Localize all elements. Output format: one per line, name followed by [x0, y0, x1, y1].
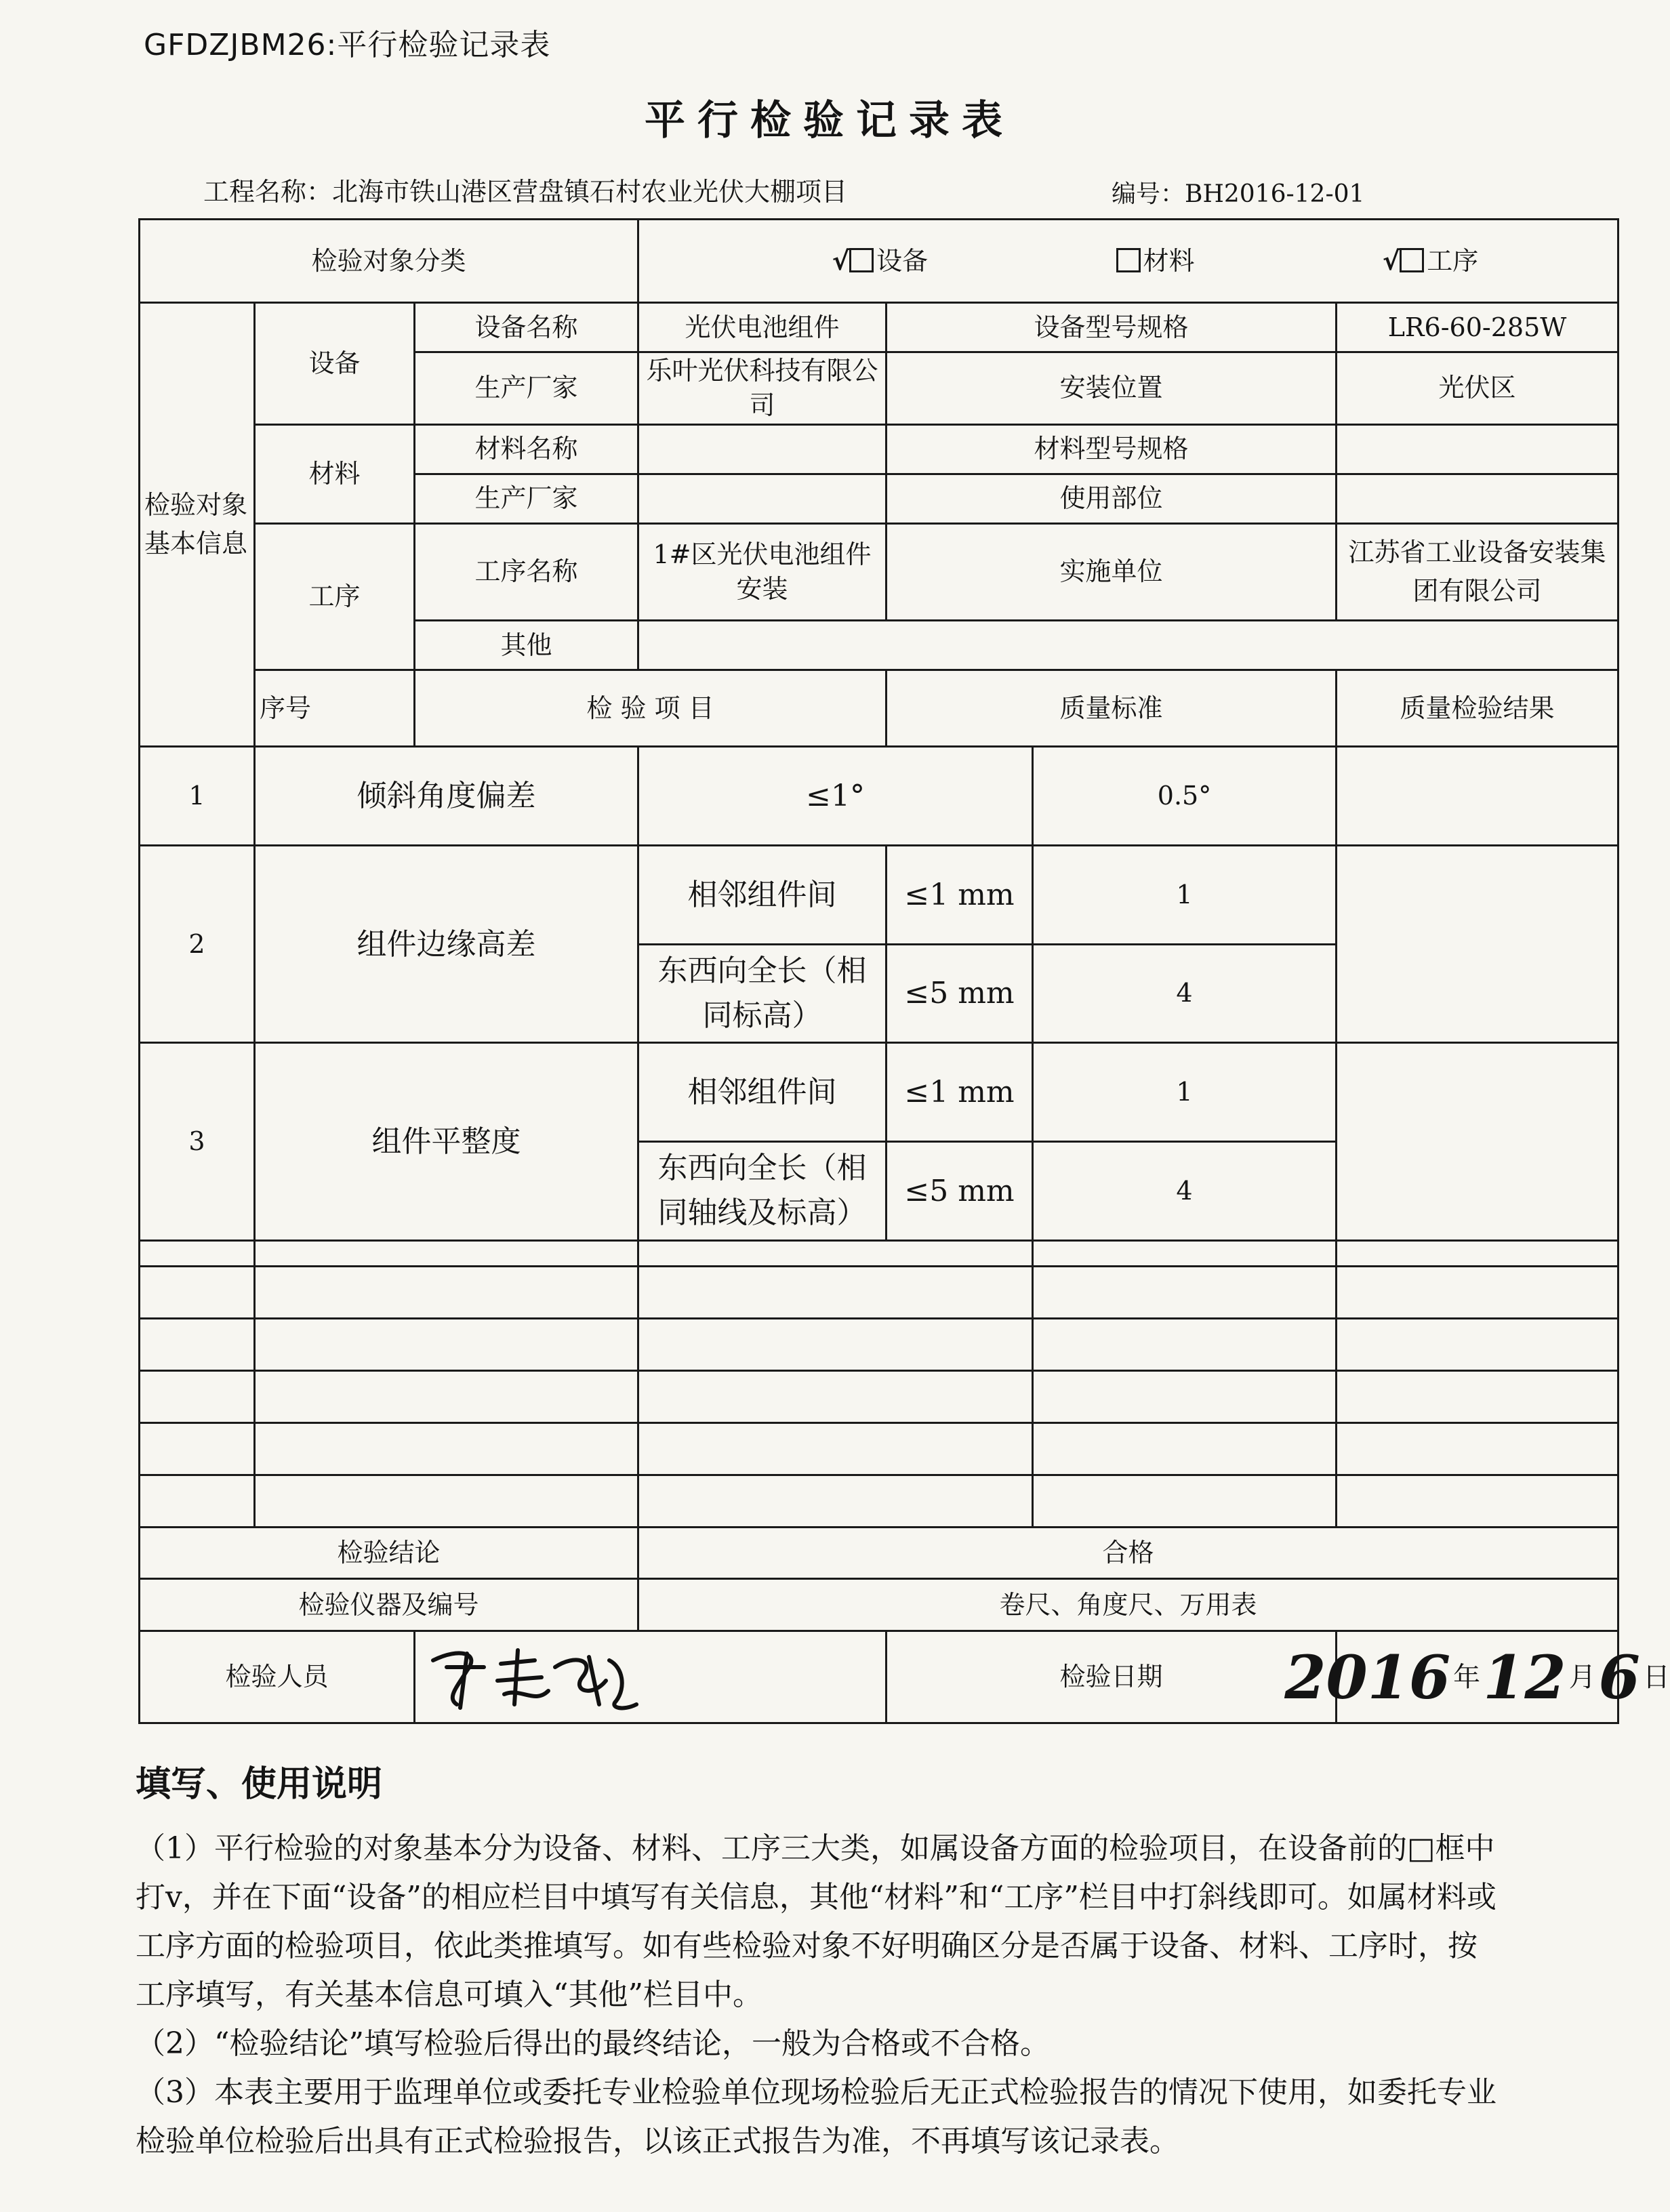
date-month-unit: 月: [1568, 1661, 1596, 1693]
material-name-label: 材料名称: [415, 425, 638, 474]
date-year: 2016: [1284, 1641, 1451, 1713]
serial-number-label: 编号：: [1112, 180, 1185, 208]
item-row-3a: [140, 1043, 1618, 1142]
inspector-label: 检验人员: [140, 1631, 415, 1723]
instrument-row: [140, 1579, 1618, 1631]
blank-row: [140, 1422, 1618, 1475]
category-option-equipment[interactable]: √ 设备: [832, 245, 929, 276]
process-name-value[interactable]: 1#区光伏电池组件安装: [638, 523, 887, 621]
equipment-group-label: 设备: [255, 303, 415, 425]
category-options: [638, 220, 1618, 303]
serial-number-value: BH2016-12-01: [1185, 180, 1365, 208]
item-sub-standard: ≤5 mm: [887, 1142, 1033, 1241]
instrument-label: 检验仪器及编号: [140, 1579, 638, 1631]
page-title: 平行检验记录表: [645, 97, 1015, 144]
blank-row: [140, 1475, 1618, 1527]
equipment-model-label: 设备型号规格: [887, 303, 1337, 352]
handwritten-signature: [420, 1640, 643, 1715]
instruction-paragraph: （3）本表主要用于监理单位或委托专业检验单位现场检验后无正式检验报告的情况下使用，如委托专业检验单位检验后出具有正式检验报告，以该正式报告为准，不再填写该记录表。: [136, 2075, 1496, 2158]
item-remark[interactable]: [1337, 846, 1618, 1043]
project-name-label: 工程名称：: [203, 177, 333, 207]
date-year-unit: 年: [1453, 1661, 1481, 1693]
conclusion-row: [140, 1527, 1618, 1579]
item-name: 组件平整度: [255, 1043, 638, 1240]
project-name-line: [203, 171, 847, 208]
category-label: 检验对象分类: [140, 220, 638, 303]
item-sub-standard: ≤1 mm: [887, 846, 1033, 945]
check-mark-icon: √: [832, 245, 850, 276]
item-result[interactable]: 1: [1033, 846, 1337, 945]
blank-row: [140, 1267, 1618, 1319]
item-seq: 1: [140, 747, 255, 846]
checkbox-icon: [849, 248, 874, 272]
item-sub-standard: ≤1 mm: [887, 1043, 1033, 1142]
item-remark[interactable]: [1337, 1043, 1618, 1240]
material-usage-label: 使用部位: [887, 474, 1337, 523]
checkbox-icon: [1116, 248, 1141, 272]
process-name-label: 工序名称: [415, 523, 638, 621]
conclusion-label: 检验结论: [140, 1527, 638, 1579]
item-sub-label: 东西向全长（相同标高）: [638, 944, 887, 1043]
items-header-row: [140, 670, 1618, 747]
item-standard: ≤1°: [638, 747, 1033, 846]
items-header-result: 质量检验结果: [1337, 670, 1618, 747]
material-model-label: 材料型号规格: [887, 425, 1337, 474]
process-other-value[interactable]: [638, 621, 1618, 670]
inspection-form-table: [138, 218, 1670, 1724]
material-name-value[interactable]: [638, 425, 887, 474]
material-usage-value[interactable]: [1337, 474, 1618, 523]
equipment-maker-label: 生产厂家: [415, 352, 638, 425]
document-code: GFDZJBM26:平行检验记录表: [144, 28, 551, 62]
equipment-row-1: [140, 303, 1618, 352]
category-option-process[interactable]: √ 工序: [1382, 245, 1479, 276]
process-other-label: 其他: [415, 621, 638, 670]
process-unit-label: 实施单位: [887, 523, 1337, 621]
item-result[interactable]: 1: [1033, 1043, 1337, 1142]
inspector-signature-cell[interactable]: [415, 1631, 887, 1723]
item-seq: 3: [140, 1043, 255, 1240]
item-sub-label: 东西向全长（相同轴线及标高）: [638, 1142, 887, 1241]
category-row: [140, 220, 1618, 303]
item-result[interactable]: 4: [1033, 944, 1337, 1043]
instruction-paragraph: （1）平行检验的对象基本分为设备、材料、工序三大类，如属设备方面的检验项目，在设备前的□框中打v，并在下面“设备”的相应栏目中填写有关信息，其他“材料”和“工序”栏目中打斜线即可。如属材料或工序方面的检验项目，依此类推填写。如有些检验对象不好明确区分是否属于设备、材料、工序时，按工序填写，有关基本信息可填入“其他”栏目中。: [136, 1831, 1496, 2012]
item-remark[interactable]: [1337, 747, 1618, 846]
process-unit-value[interactable]: 江苏省工业设备安装集团有限公司: [1337, 523, 1618, 621]
equipment-location-label: 安装位置: [887, 352, 1337, 425]
blank-row: [140, 1319, 1618, 1371]
date-day-unit: 日: [1642, 1661, 1670, 1693]
equipment-name-value[interactable]: 光伏电池组件: [638, 303, 887, 352]
item-sub-label: 相邻组件间: [638, 1043, 887, 1142]
item-sub-standard: ≤5 mm: [887, 944, 1033, 1043]
material-maker-label: 生产厂家: [415, 474, 638, 523]
date-day: 6: [1598, 1641, 1640, 1713]
equipment-name-label: 设备名称: [415, 303, 638, 352]
process-group-label: 工序: [255, 523, 415, 670]
instruction-paragraph: （2）“检验结论”填写检验后得出的最终结论，一般为合格或不合格。: [136, 2026, 1050, 2061]
material-model-value[interactable]: [1337, 425, 1618, 474]
material-group-label: 材料: [255, 425, 415, 524]
checkbox-icon: [1400, 248, 1424, 272]
basic-info-label: 检验对象基本信息: [140, 303, 255, 747]
instructions-title: 填写、使用说明: [136, 1764, 383, 1805]
inspection-date-label: 检验日期: [887, 1631, 1337, 1723]
inspector-date-row: [140, 1631, 1618, 1723]
material-row-1: [140, 425, 1618, 474]
item-result[interactable]: 0.5°: [1033, 747, 1337, 846]
item-row-2a: [140, 846, 1618, 945]
equipment-location-value[interactable]: 光伏区: [1337, 352, 1618, 425]
items-header-seq: 序号: [255, 670, 415, 747]
items-header-item: 检 验 项 目: [415, 670, 887, 747]
item-name: 倾斜角度偏差: [255, 747, 638, 846]
instructions-body: [136, 1824, 1505, 2166]
material-maker-value[interactable]: [638, 474, 887, 523]
item-sub-label: 相邻组件间: [638, 846, 887, 945]
instrument-value[interactable]: 卷尺、角度尺、万用表: [638, 1579, 1618, 1631]
blank-row: [140, 1240, 1618, 1266]
item-name: 组件边缘高差: [255, 846, 638, 1043]
items-header-standard: 质量标准: [887, 670, 1337, 747]
equipment-maker-value[interactable]: 乐叶光伏科技有限公司: [638, 352, 887, 425]
category-option-material[interactable]: 材料: [1116, 244, 1195, 279]
project-name-value: 北海市铁山港区营盘镇石村农业光伏大棚项目: [332, 177, 848, 207]
serial-number-line: [1112, 175, 1364, 209]
conclusion-value[interactable]: 合格: [638, 1527, 1618, 1579]
date-month: 12: [1483, 1641, 1566, 1713]
inspection-date-value[interactable]: [1284, 1631, 1670, 1723]
blank-row: [140, 1370, 1618, 1422]
process-row-1: [140, 523, 1618, 621]
item-result[interactable]: 4: [1033, 1142, 1337, 1241]
item-row-1: [140, 747, 1618, 846]
check-mark-icon: √: [1382, 245, 1400, 276]
item-seq: 2: [140, 846, 255, 1043]
equipment-model-value[interactable]: LR6-60-285W: [1337, 303, 1618, 352]
